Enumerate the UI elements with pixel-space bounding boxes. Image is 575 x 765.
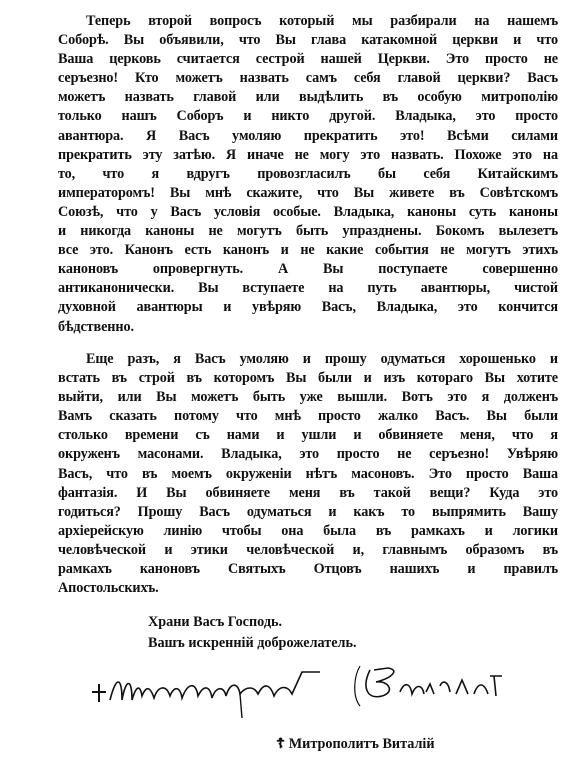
text-line: Соборѣ. Вы объявили, что Вы глава катакомной церкви и что <box>58 32 558 49</box>
text-line: можетъ назвать главой или выдѣлить въ особую митрополію <box>58 89 558 106</box>
text-line: Апостольскихъ. <box>58 580 159 597</box>
paragraph-2 <box>58 350 558 598</box>
handwritten-signature <box>70 656 570 720</box>
text-line: авантюра. Я Васъ умоляю прекратить это! Всѣми силами <box>58 127 558 144</box>
text-line: и никогда каноны не могутъ быть упразднены. Бокомъ вылезетъ <box>58 223 558 240</box>
text-line: только нашъ Соборъ и никто другой. Владыка, это просто <box>58 108 558 125</box>
text-line: встать въ строй въ которомъ Вы были и изъ котораго Вы хотите <box>58 370 558 387</box>
text-line: серъезно! Кто можетъ назвать самъ себя главой церкви? Васъ <box>58 70 558 87</box>
closing-wellwisher: Вашъ искренній доброжелатель. <box>148 635 357 651</box>
typed-signature: ☦ Митрополитъ Виталій <box>276 736 435 752</box>
paragraph-1 <box>58 12 558 337</box>
text-line: прекратить эту затѣю. Я иначе не могу это назвать. Похоже это на <box>58 146 558 163</box>
text-line: человѣческой и этики человѣческой и, главнымъ образомъ въ <box>58 541 558 558</box>
text-line: окруженъ масонами. Владыка, это просто не серъезно! Увѣряю <box>58 446 558 463</box>
text-line: годиться? Прошу Васъ одуматься и какъ то выпрямить Вашу <box>58 503 558 520</box>
text-line: каноновъ опровергнуть. А Вы поступаете совершенно <box>58 261 558 278</box>
text-line: духовной авантюры и увѣряю Васъ, Владыка, это кончится <box>58 299 558 316</box>
text-line: фантазія. И Вы обвиняете меня въ такой вещи? Куда это <box>58 484 558 501</box>
text-line: столько времени съ нами и ушли и обвиняете меня, что я <box>58 427 558 444</box>
text-line: Союзѣ, что у Васъ условія особые. Владыка, каноны суть каноны <box>58 203 558 220</box>
text-line: то, что я вдругъ провозгласилъ бы себя Китайскимъ <box>58 165 558 182</box>
text-line: бѣдственно. <box>58 318 134 335</box>
text-line: Васъ, что въ моемъ окруженіи нѣтъ масоновъ. Это просто Ваша <box>58 465 558 482</box>
text-line: архіерейскую линію чтобы она была въ рамкахъ и логики <box>58 522 558 539</box>
text-line: Еще разъ, я Васъ умоляю и прошу одуматься хорошенько и <box>86 351 558 367</box>
text-line: Вамъ сказать потому что мнѣ просто жалко Васъ. Вы были <box>58 408 558 425</box>
text-line: Ваша церковь считается сестрой нашей Церкви. Это просто не <box>58 51 558 68</box>
signature-scribble <box>70 656 570 720</box>
text-line: выйти, или Вы можетъ быть уже вышли. Вотъ это я долженъ <box>58 389 558 406</box>
text-line: рамкахъ каноновъ Святыхъ Отцовъ нашихъ и правилъ <box>58 561 558 578</box>
text-line: императоромъ! Вы мнѣ скажите, что Вы живете въ Совѣтскомъ <box>58 184 558 201</box>
text-line: антиканонически. Вы вступаете на путь авантюры, чистой <box>58 280 558 297</box>
text-line: Теперь второй вопросъ который мы разбирали на нашемъ <box>86 13 558 29</box>
text-line: все это. Канонъ есть канонъ и не какие события не могутъ этихъ <box>58 242 558 259</box>
closing-blessing: Храни Васъ Господь. <box>148 614 283 630</box>
